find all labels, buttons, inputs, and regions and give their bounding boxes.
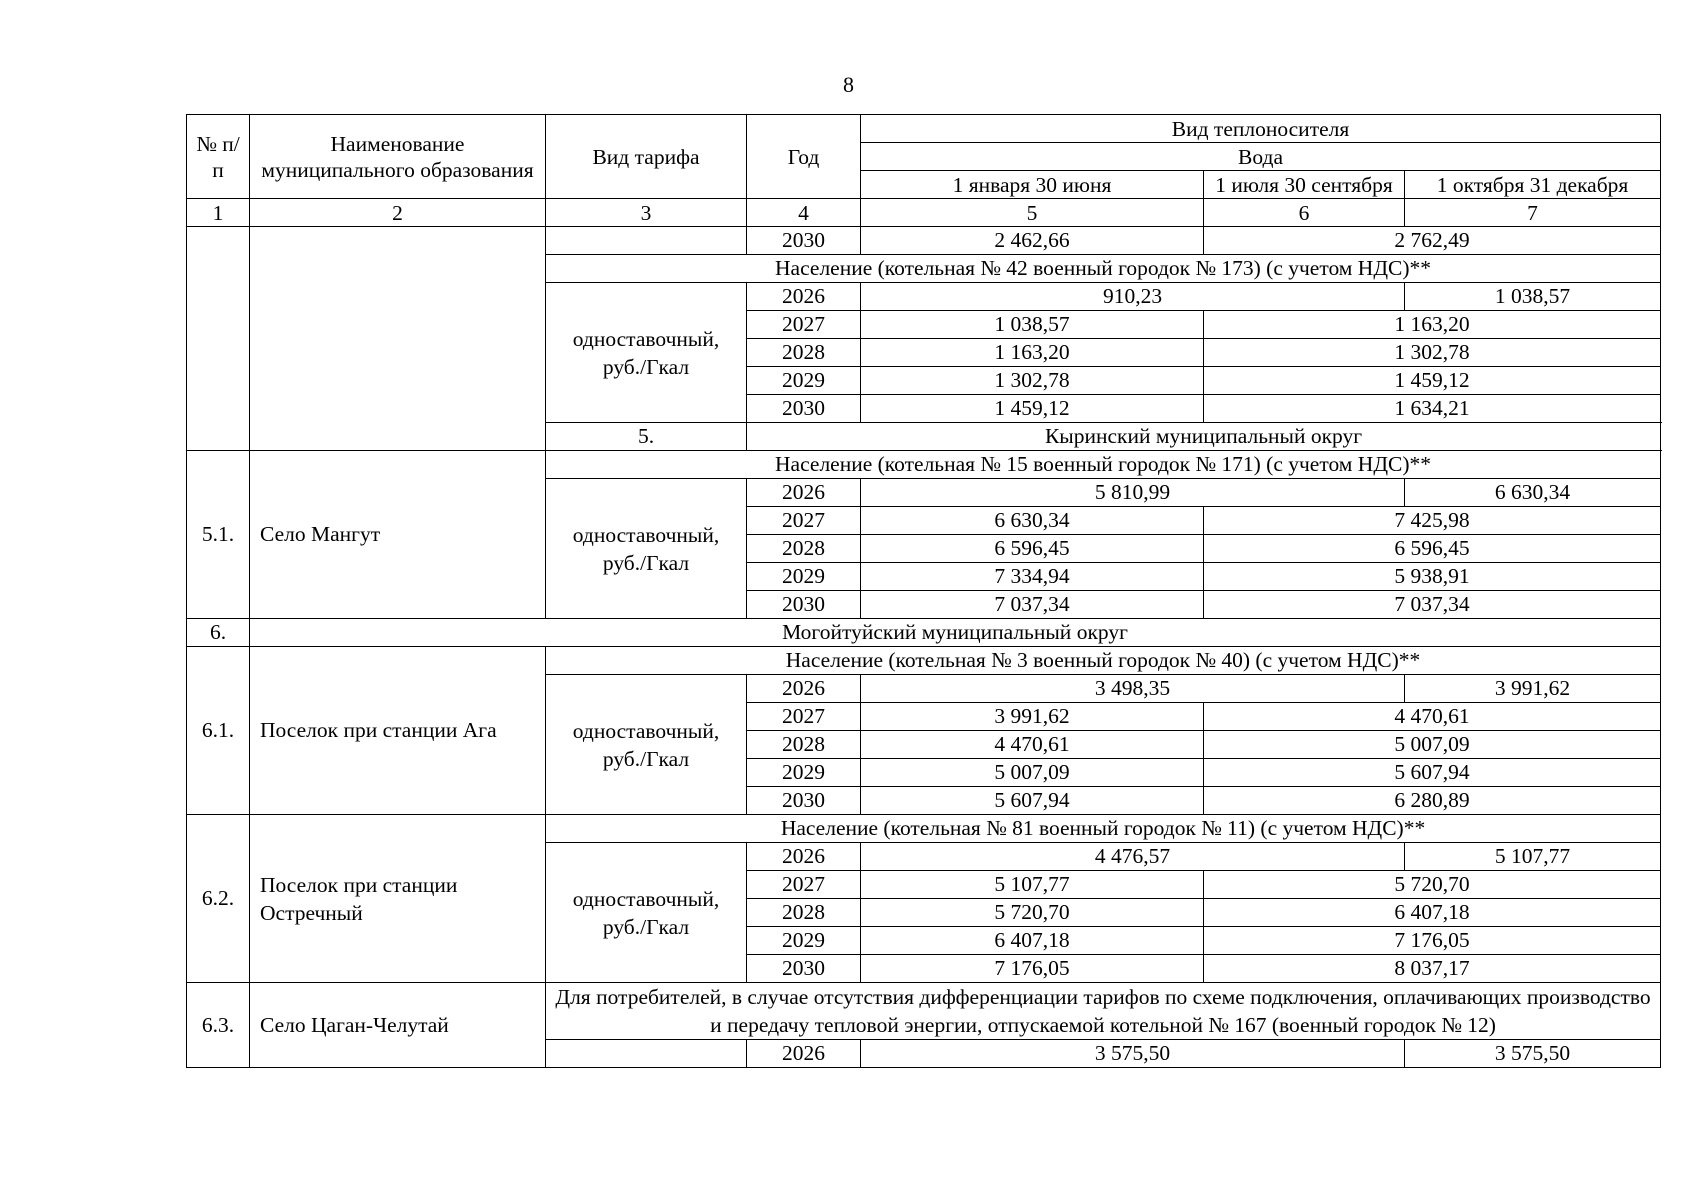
value-cell: 3 991,62 [1405, 675, 1661, 703]
value-cell: 7 334,94 [861, 563, 1204, 591]
header-coolant: Вид теплоносителя [861, 115, 1661, 143]
consumer-group-title: Население (котельная № 15 военный городок № 171) (с учетом НДС)** [546, 451, 1661, 479]
value-cell: 6 407,18 [1204, 899, 1661, 927]
section-title: Могойтуйский муниципальный округ [250, 619, 1661, 647]
tariff-cell [546, 227, 747, 255]
value-cell: 7 176,05 [1204, 927, 1661, 955]
value-cell: 1 038,57 [1405, 283, 1661, 311]
consumer-group-title: Население (котельная № 3 военный городок № 40) (с учетом НДС)** [546, 647, 1661, 675]
value-cell: 3 498,35 [861, 675, 1405, 703]
value-cell: 7 425,98 [1204, 507, 1661, 535]
row-num-cell: 6.3. [187, 983, 250, 1068]
value-cell: 2 762,49 [1204, 227, 1661, 255]
header-year: Год [747, 115, 861, 199]
value-cell: 1 163,20 [1204, 311, 1661, 339]
value-cell: 7 037,34 [1204, 591, 1661, 619]
header-row-1 [187, 115, 1661, 143]
value-cell: 5 810,99 [861, 479, 1405, 507]
value-cell: 6 596,45 [1204, 535, 1661, 563]
value-cell: 2 462,66 [861, 227, 1204, 255]
value-cell: 1 163,20 [861, 339, 1204, 367]
tariff-type-cell: одноставочный, руб./Гкал [546, 843, 747, 983]
column-number: 7 [1405, 199, 1661, 227]
table-row [187, 227, 1661, 255]
value-cell: 1 634,21 [1204, 395, 1661, 423]
value-cell: 3 991,62 [861, 703, 1204, 731]
tariff-cell [546, 1040, 747, 1068]
header-period-3: 1 октября 31 декабря [1405, 171, 1661, 199]
value-cell: 5 107,77 [861, 871, 1204, 899]
value-cell: 5 720,70 [1204, 871, 1661, 899]
value-cell: 4 470,61 [1204, 703, 1661, 731]
year-cell: 2026 [747, 479, 861, 507]
year-cell: 2030 [747, 591, 861, 619]
year-cell: 2028 [747, 731, 861, 759]
year-cell: 2028 [747, 899, 861, 927]
section-number: 5. [546, 423, 747, 451]
section-title: Кыринский муниципальный округ [747, 423, 1661, 451]
year-cell: 2026 [747, 1040, 861, 1068]
value-cell: 1 302,78 [1204, 339, 1661, 367]
row-name-cell: Поселок при станции Ага [250, 647, 546, 815]
value-cell: 6 630,34 [861, 507, 1204, 535]
section-number: 6. [187, 619, 250, 647]
header-period-1: 1 января 30 июня [861, 171, 1204, 199]
value-cell: 6 596,45 [861, 535, 1204, 563]
consumer-group-row [187, 647, 1661, 675]
tariff-table [186, 114, 1661, 1068]
value-cell: 5 007,09 [861, 759, 1204, 787]
value-cell: 7 037,34 [861, 591, 1204, 619]
column-number: 2 [250, 199, 546, 227]
value-cell: 1 459,12 [861, 395, 1204, 423]
tariff-type-cell: одноставочный, руб./Гкал [546, 675, 747, 815]
consumer-group-row [187, 983, 1661, 1040]
column-number-row [187, 199, 1661, 227]
value-cell: 4 470,61 [861, 731, 1204, 759]
value-cell: 1 038,57 [861, 311, 1204, 339]
page-number: 8 [843, 72, 854, 97]
year-cell: 2030 [747, 227, 861, 255]
row-name-cell: Село Мангут [250, 451, 546, 619]
header-num: № п/п [187, 115, 250, 199]
value-cell: 5 007,09 [1204, 731, 1661, 759]
column-number: 3 [546, 199, 747, 227]
year-cell: 2030 [747, 787, 861, 815]
year-cell: 2026 [747, 843, 861, 871]
value-cell: 7 176,05 [861, 955, 1204, 983]
year-cell: 2026 [747, 675, 861, 703]
row-num-cell: 6.2. [187, 815, 250, 983]
year-cell: 2027 [747, 507, 861, 535]
value-cell: 6 407,18 [861, 927, 1204, 955]
consumer-group-row [187, 451, 1661, 479]
row-name-cell: Село Цаган-Челутай [250, 983, 546, 1068]
year-cell: 2027 [747, 311, 861, 339]
row-name-cell [250, 227, 546, 451]
column-number: 5 [861, 199, 1204, 227]
value-cell: 910,23 [861, 283, 1405, 311]
consumer-group-title: Население (котельная № 42 военный городок № 173) (с учетом НДС)** [546, 255, 1661, 283]
value-cell: 1 302,78 [861, 367, 1204, 395]
value-cell: 5 607,94 [1204, 759, 1661, 787]
year-cell: 2026 [747, 283, 861, 311]
row-name-cell: Поселок при станции Остречный [250, 815, 546, 983]
tariff-type-cell: одноставочный, руб./Гкал [546, 479, 747, 619]
value-cell: 3 575,50 [861, 1040, 1405, 1068]
year-cell: 2029 [747, 759, 861, 787]
header-tariff-type: Вид тарифа [546, 115, 747, 199]
row-num-cell: 5.1. [187, 451, 250, 619]
value-cell: 6 630,34 [1405, 479, 1661, 507]
header-period-2: 1 июля 30 сентября [1204, 171, 1405, 199]
section-row [187, 619, 1661, 647]
consumer-group-row [187, 815, 1661, 843]
year-cell: 2027 [747, 871, 861, 899]
tariff-type-cell: одноставочный, руб./Гкал [546, 283, 747, 423]
column-number: 6 [1204, 199, 1405, 227]
year-cell: 2028 [747, 339, 861, 367]
header-water: Вода [861, 143, 1661, 171]
year-cell: 2029 [747, 927, 861, 955]
row-num-cell [187, 227, 250, 451]
row-num-cell: 6.1. [187, 647, 250, 815]
value-cell: 6 280,89 [1204, 787, 1661, 815]
value-cell: 4 476,57 [861, 843, 1405, 871]
value-cell: 5 107,77 [1405, 843, 1661, 871]
year-cell: 2027 [747, 703, 861, 731]
year-cell: 2028 [747, 535, 861, 563]
value-cell: 1 459,12 [1204, 367, 1661, 395]
value-cell: 3 575,50 [1405, 1040, 1661, 1068]
consumer-group-title: Население (котельная № 81 военный городок № 11) (с учетом НДС)** [546, 815, 1661, 843]
year-cell: 2030 [747, 395, 861, 423]
column-number: 4 [747, 199, 861, 227]
column-number: 1 [187, 199, 250, 227]
value-cell: 5 938,91 [1204, 563, 1661, 591]
value-cell: 8 037,17 [1204, 955, 1661, 983]
year-cell: 2030 [747, 955, 861, 983]
year-cell: 2029 [747, 367, 861, 395]
header-municipality: Наименование муниципального образования [250, 115, 546, 199]
value-cell: 5 607,94 [861, 787, 1204, 815]
consumer-group-title: Для потребителей, в случае отсутствия дифференциации тарифов по схеме подключения, оплачивающих производство и передачу тепловой энергии, отпускаемой котельной № 167 (военный городок № 12) [546, 983, 1661, 1040]
year-cell: 2029 [747, 563, 861, 591]
value-cell: 5 720,70 [861, 899, 1204, 927]
